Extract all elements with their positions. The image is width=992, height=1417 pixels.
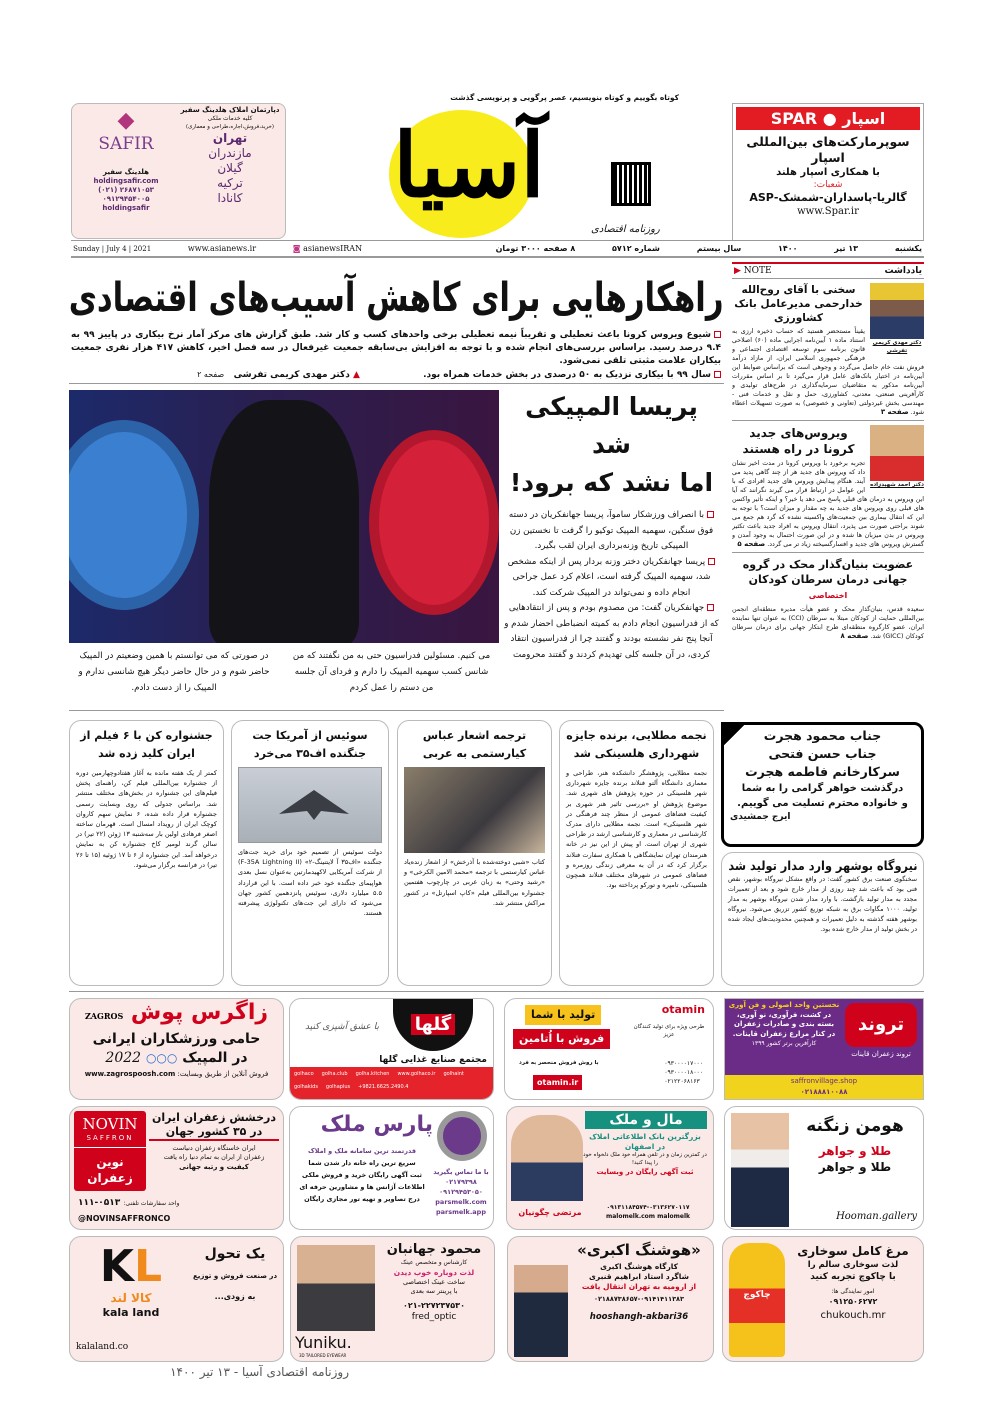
note-body-text: سعیده قدس، بنیان‌گذار محک و عضو هیأت مدیره منطقه‌ای انجمن بین‌المللی حمایت از کودکان مبتلا به سرطان (CCI) به عنوان تنها نماینده ایران، عضو کارگروه منطقه‌ای طرح ابتکار جهانی برای درمان سرطان کودکان (GICC) شد.: [733, 606, 925, 640]
zagros-brand: زاگرس پوش ZAGROS: [85, 1000, 270, 1025]
notes-header: [733, 262, 925, 279]
jet-shape: [280, 790, 350, 820]
note-body-text: یقیناً مستحضر هستید که حساب ذخیره ارزی به استناد ماده ۱ آیین‌نامه اجرایی ماده (۶۰) اصلاحی قانون برنامه سوم توسعه اقتصادی اجتماعی و فرهنگی جمهوری اسلامی ایران، از مازاد درآمد فروش نفت خام حاصل می‌گردد و وجوهی است که براساس ضوابط این آیین‌نامه در اختیار بانک‌های عامل قرار می‌گیرد تا بر اساس مقررات آیین‌نامه مذکور به متقاضیان سرمایه‌گذاری در طرح‌های تولیدی و کارآفرینی صنعتی، معدنی، کشاورزی، حمل و نقل و خدمات فنی - مهندسی بخش غیردولتی (تعاونی و خصوصی) به صورت تسهیلات اعطاء شود.: [733, 328, 925, 416]
condolence-line: جناب حسن فتحی: [769, 746, 878, 761]
malomelk-web[interactable]: malomelk.com: [606, 1213, 657, 1220]
article-body: نجمه مطلایی، پژوهشگر دانشکده هنر، طراحی و معماری دانشگاه آلتو فنلاند برنده جایزه شهرداری شهر هلسینکی در حوزه پژوهش های شهری شد. موضوع پژوهش او «بررسی تاثیر هنر شهری بر کیفیت فضاهای عمومی از منظر چند فرهنگی در شهر هلسینکی» است. نجمه مطلایی دارای مدرک کارشناسی در معماری و کارشناسی ارشد در طراحی شهری از تهران است. او پیش از این نیز در خانه هنرمندان تهران نمایشگاهی با همکاری سفارت فنلاند برگزار کرد که در آن به معرفی زندگی روزمره و فضاهای عمومی در شهرهای مختلف فنلاند همچون هلسینکی، تامپره و تورکو پرداخته بود.: [567, 769, 708, 890]
optic-text: محمود جهانبان کارشناس و متخصص عینک لذت دوباره خوب دیدن ساخت عینک اختصاصی با پرینتر سه بعدی ۰۲۱-۲۲۷۲۳۷۵۳۰ fred_optic: [379, 1241, 491, 1323]
article-card[interactable]: [70, 720, 225, 986]
athlete: [210, 400, 360, 643]
olympic-story: [505, 388, 720, 663]
golha-link[interactable]: golhaco: [295, 1071, 315, 1077]
optic-insta[interactable]: fred_optic: [412, 1312, 458, 1322]
article-card[interactable]: [722, 852, 925, 986]
plate-left: [70, 420, 200, 610]
malomelk-contact: ۰۹۱۳۱۱۸۴۵۷۴-۰۳۱۳۶۲۷۰۱۱۷ malomelk.com malomelk: [606, 1204, 691, 1220]
notes-column: [733, 262, 925, 644]
lead-headline-text: راهکارهایی برای کاهش آسیب‌های اقتصادی: [70, 275, 725, 321]
yuniku-sub: 3D TAILORED EYEWEAR: [300, 1353, 348, 1358]
kiarostami-photo: [405, 767, 546, 853]
malomelk-name: مرتضی چگونیان: [519, 1208, 583, 1217]
lead-author: دکتر مهدی کریمی تفرشی: [234, 370, 351, 380]
safir-services: کلیه خدمات ملکی: [208, 115, 254, 122]
safir-services2: (خرید،فروش،اجاره،طراحی و معماری): [186, 124, 276, 130]
note-author: دکتر احمد شهیدزاده: [871, 482, 925, 488]
golha-link[interactable]: golhakids: [295, 1084, 319, 1090]
safir-city: ترکیه: [218, 176, 244, 190]
golha-ad[interactable]: [290, 998, 495, 1100]
article-title: جشنواره کن با ۶ فیلم از ایران کلید زده شد: [81, 729, 214, 760]
chukouch-insta[interactable]: chukouch.mr: [821, 1310, 887, 1321]
website-link[interactable]: www.asianews.ir: [188, 244, 258, 253]
chukouch-mascot: چاکوچ: [730, 1243, 786, 1357]
malomelk-text: بزرگترین بانک اطلاعاتی املاک در اصفهان در کمترین زمان و در تلفن همراه خود ملک دلخواه خود را پیدا کنید! ثبت آگهی رایگان در وبسایت: [584, 1132, 708, 1176]
spar-line1: سوپرمارکت‌های بین‌المللی اسپار: [747, 134, 911, 165]
note-title[interactable]: [733, 557, 925, 603]
note-author-box: [871, 425, 925, 489]
kala-text: یک تحول در صنعت فروش و توزیع به زودی...: [193, 1246, 279, 1301]
novin-saffron-ad[interactable]: [70, 1106, 285, 1230]
lead-summary: [72, 329, 722, 382]
lead-p2: [72, 368, 722, 382]
safir-text: [180, 106, 282, 206]
masthead: [330, 92, 690, 242]
otamin-line2: فروش با اُتامین: [514, 1029, 611, 1049]
instagram-text: asianewsIRAN: [304, 244, 364, 253]
novin-text: درخشش زعفران ایران در ۳۵ کشور جهان ایران خاستگاه زعفران دنیاست زعفران از ایران به تمام دنیا راه یافت کیفیت و رتبه جهانی: [150, 1111, 280, 1172]
hooman-text: هومن زنگنه طلا و جواهر طلا و جواهر: [807, 1116, 905, 1174]
otamin-web[interactable]: otamin.ir: [534, 1075, 583, 1090]
torvand-phone: ۰۲۱۸۸۸۱۰۰۸۸: [801, 1088, 849, 1096]
safir-logo: SAFIR: [99, 134, 155, 154]
pars-text: قدرتمند ترین سامانه ملک و املاک سریع ترین راه خانه دار شدن شما ثبت آگهی رایگان خرید و فروش ملکی اطلاعات آژانس ها و مشاورین حرفه ای درج تصاویر و تهیه تور مجازی رایگان: [300, 1147, 426, 1203]
chegounian-photo: [512, 1115, 584, 1201]
safir-city: تهران: [213, 131, 249, 145]
note-item: [733, 421, 925, 553]
dateline-issue: شماره ۵۷۱۲: [613, 244, 661, 253]
kala-land-ad[interactable]: [70, 1236, 285, 1362]
kala-insta[interactable]: kalaland.co: [77, 1342, 130, 1352]
akbari-ad[interactable]: [508, 1236, 715, 1362]
otamin-phone: ۰۲۱۲۲۰۶۸۱۶۳: [665, 1078, 701, 1085]
otamin-line1: تولید با شما: [526, 1005, 602, 1025]
safir-city: گیلان: [218, 161, 244, 175]
dateline-year: ۱۴۰۰: [778, 244, 799, 253]
otamin-phone: ۰۹۳۰۰۰۰۱۷۰۰۰: [665, 1060, 704, 1067]
golha-link[interactable]: www.golhaco.ir: [398, 1071, 437, 1077]
chukouch-text: مرغ کامل سوخاری لذت سوخاری سالم را با چاکوچ تجربه کنید امور نمایندگی ها: ۰۹۱۲۵۰۶۲۷۲ chukouch.mr: [788, 1243, 920, 1322]
mourning-ribbon: [722, 722, 748, 748]
qr-code-icon[interactable]: [612, 162, 652, 206]
lead-headline: [70, 270, 725, 326]
torvand-web[interactable]: saffronvillage.shop: [791, 1077, 859, 1085]
dateline-price: ۸ صفحه ۳۰۰۰ تومان: [496, 244, 577, 253]
novin-insta[interactable]: @NOVINSAFFRONCO: [79, 1214, 172, 1223]
masthead-tagline: کوتاه بگوییم و کوتاه بنویسیم، عصر پرگویی و پرنویسی گذشت: [451, 93, 680, 102]
olympic-continued: در صورتی که می توانستم با همین وضعیتم در المپیک حاضر شوم و در حال حاضر دیگر هیچ شانسی ندارم و المپیک را از دست دادم.: [79, 651, 271, 693]
safir-web: holdingsafir.com: [94, 177, 160, 185]
spar-branches-label: شعبات:: [814, 180, 844, 190]
hooman-insta[interactable]: Hooman.gallery: [837, 1211, 918, 1222]
note-item: [733, 553, 925, 644]
pars-melk-ad[interactable]: [290, 1106, 495, 1230]
instagram-handle[interactable]: [294, 244, 363, 253]
note-page-ref[interactable]: صفحه ۳: [881, 408, 910, 416]
article-title-text: نیروگاه بوشهر وارد مدار تولید شد: [728, 858, 918, 873]
olympic-b1: با انصراف ورزشکار ساموآ، پریسا جهانفکریان در دسته فوق سنگین، سهمیه المپیک توکیو را گرفت تا نخستین زن المپیکی تاریخ وزنه‌برداری ایران لقب بگیرد.: [509, 510, 715, 551]
note-body-text: تجربه برخورد با ویروس کرونا در مدت اخیر نشان داد که ویروس های جدید هر از چند گاهی پدید می آیند. هنگام پیدایش ویروس های جدید افرادی که با این عوامل در ارتباط قرار می گیرند نگرانند که آیا این ویروس به درمان های قبلی پاسخ می دهد یا خیر؟ و اینکه تأثیر واکسن های قبلی روی ویروس های جدید به چه مقدار و میزان است؟ با توجه به این که انتقال بیماری بین جمعیت‌های واکسینه نشده که گرد هم جمع می شوند براحتی صورت می پذیرد، انتقال ویروس به افراد جدید باعث تکثیر ویروس در بدن میزبان ها شده و در این صورت احتمال به وجود آمدن و گسترش ویروس های جدید و افسارگسیخته زیاد تر می گردد.: [733, 460, 925, 548]
article-title: سوئیس از آمریکا جت جنگنده اف۳۵ می‌خرد: [253, 729, 369, 760]
hooman-photo: [732, 1113, 790, 1227]
note-page-ref[interactable]: صفحه ۵: [738, 540, 767, 548]
dateline-volume: سال بیستم: [697, 244, 743, 253]
golha-link[interactable]: golhaplus: [326, 1084, 352, 1090]
zagros-web[interactable]: فروش آنلاین از طریق وبسایت: www.zagrospoosh.com: [85, 1070, 270, 1078]
golha-logo: گلها: [394, 999, 474, 1051]
safir-brand: [77, 108, 177, 213]
akbari-photo: [515, 1265, 569, 1357]
safir-title: دپارتمان املاک هلدینگ سفیر: [181, 106, 281, 114]
yuniku-logo: Yuniku.: [296, 1333, 353, 1352]
instagram-icon: ◙: [293, 244, 302, 253]
zagros-logo: ZAGROS: [85, 1011, 125, 1021]
footer-caption: روزنامه اقتصادی آسیا - ۱۳ تیر ۱۴۰۰: [171, 1365, 350, 1379]
golha-link[interactable]: +9821.6625.2490.4: [359, 1084, 410, 1090]
lead-page-ref[interactable]: صفحه ۲: [198, 370, 226, 379]
novin-phone: واحد سفارشات تلفنی: ۰۵۱۳-۱۱۱: [79, 1198, 181, 1208]
otamin-phone: ۰۹۳۰۰۰۰۱۸۰۰۰: [665, 1069, 704, 1076]
spar-url[interactable]: www.Spar.ir: [798, 206, 860, 217]
jahanban-photo: [298, 1245, 376, 1331]
zagros-line: 2022 ○○○ در المپیک: [106, 1050, 249, 1066]
compass-icon: [438, 1111, 488, 1161]
condolence-signature: ایرج جمشیدی: [731, 812, 792, 822]
golha-link[interactable]: golhaint: [444, 1071, 465, 1077]
torvand-name: تروند زعفران قاینات: [852, 1050, 912, 1058]
safir-ad[interactable]: [72, 103, 287, 239]
plate-right: [370, 430, 500, 615]
article-body: کمتر از یک هفته مانده به آغاز هفتادوچهارمین دوره از جشنواره بین‌المللی فیلم کن، راهنمای پخش فیلم‌های این جشنواره در بخش‌های مختلف منتشر شد. براساس جدولی که روی وبسایت رسمی جشنواره قرار داده شده، ۶ نمایش سهم کاروان کوچک ایران از رویداد امسال است. قهرمان ساخته اصغر فرهادی اولین بار سه‌شنبه ۱۳ ژوئن (۲۲ تیر) در سالن گرند لومیر کاخ جشنواره کن به نمایش درخواهد آمد. این جشنواره از ۶ تا ۱۷ ژوئیه (۱۵ تا ۲۶ تیر) در فرانسه برگزار می‌شود.: [77, 769, 219, 869]
article-title: ترجمه اشعار عباس کیارستمی به عربی: [423, 729, 528, 760]
golha-company: مجتمع صنایع غذایی گلها: [380, 1055, 488, 1065]
masthead-subtitle: روزنامه اقتصادی: [592, 224, 661, 235]
weightlifter-photo: [70, 390, 500, 643]
author-triangle-icon: ▲: [354, 370, 361, 380]
golha-links: [291, 1067, 494, 1099]
note-author-box: [871, 283, 925, 355]
olympic-b3: جهانفکریان گفت: من مصدوم بودم و پس از انتقادهایی که از فدراسیون انجام دادم به کمیته انضباطی احضار شدم و آنجا پنج نفر نشسته بودند و گفتند چرا از فدراسیون انتقاد کردی، در آن جلسه کلی تهدیدم کردند و گفتند محرومت: [505, 603, 720, 660]
condolence-notice: [722, 722, 925, 847]
torvand-ad[interactable]: [725, 998, 925, 1100]
lead-p1: [72, 329, 722, 368]
article-card[interactable]: [560, 720, 715, 986]
torvand-footer: [726, 1075, 924, 1099]
pars-insta[interactable]: parsmelk.app: [436, 1208, 487, 1216]
zagros-ad[interactable]: [70, 998, 285, 1100]
safir-insta: holdingsafir: [103, 204, 151, 212]
article-title: نجمه مطلایی، برنده جایزه شهرداری هلسینکی شد: [567, 729, 708, 760]
chukouch-ad[interactable]: [723, 1236, 925, 1362]
malomelk-ad[interactable]: [507, 1106, 715, 1230]
torvand-logo: تروند: [846, 1003, 918, 1047]
hooman-ad[interactable]: [725, 1106, 925, 1230]
golha-link[interactable]: golha.kitchen: [356, 1071, 391, 1077]
pars-web[interactable]: parsmelk.com: [436, 1198, 488, 1206]
note-title-text: عضویت بنیان‌گذار محک در گروه جهانی درمان سرطان کودکان: [743, 558, 915, 586]
note-page-ref[interactable]: صفحه ۸: [841, 632, 870, 640]
torvand-text: نخستین واحد اصولی و فن آوری در کشت، فرآوری، نو آوری، بسته بندی و صادرات زعفران در کنار مزارع زعفران قاینات. کارآفرین برتر کشور ۱۳۹۹: [729, 1001, 841, 1047]
article-title: [729, 857, 918, 875]
article-card[interactable]: [398, 720, 553, 986]
kala-logo: KL کالا لند kala land: [100, 1241, 164, 1319]
f35-jet-photo: [239, 767, 383, 843]
author-photo: [871, 425, 925, 481]
article-body: دولت سوئیس از تصمیم خود برای خرید جت‌های جنگنده «اف۳۵ آ لایتنینگ-۲» (F-35A Lightning II) از شرکت آمریکایی لاکهیدمارتین به‌عنوان نسل بعدی هواپیمای جنگنده خود خبر داده است. با این قرارداد ۵.۵ میلیارد دلاری، سوئیس پانزدهمین کشور جهان می‌شود که دارای این جت‌های تکنولوژی پیشرفته هستند.: [239, 848, 383, 918]
dateline-en: Sunday | July 4 | 2021: [74, 244, 153, 253]
spar-ad[interactable]: [733, 103, 925, 241]
golha-link[interactable]: golha.club: [322, 1071, 349, 1077]
masthead-logo: آسیا: [394, 113, 546, 217]
otamin-logo: otamin: [662, 1003, 706, 1016]
dateline-day: یکشنبه: [895, 244, 923, 253]
dateline: [72, 240, 925, 258]
notes-label-fa: یادداشت: [885, 266, 923, 276]
golha-slogan: با عشق آشپزی کنید: [306, 1022, 380, 1032]
article-body: سخنگوی صنعت برق کشور گفت: در واقع مشکل نیروگاه بوشهر، نقص فنی بود که باعث شد چند روزی از مدار خارج شود و بعد از تعمیرات مجدد به مدار تولید بازگشت. با وارد مدار شدن نیروگاه بوشهر به مدار تولید، ۱۰۰۰ مگاوات برق به شبکه توزیع کشور تزریق می‌شود. نیروگاه بوشهر هفته گذشته به دلیل تعمیرات و همچنین محدودیت‌های ایجاد شده در بخش تولید از مدار خارج شده بود.: [729, 876, 918, 933]
note-author: دکتر مهدی کریمی تفرشی: [873, 340, 923, 354]
condolence-line: جناب محمود هجرت: [764, 728, 883, 743]
lead-p1-text: شیوع ویروس کرونا باعث تعطیلی و تقریباً نیمه تعطیلی برخی واحدهای کسب و کار شد. طبق گزارش های مرکز آمار نرخ بیکاری در پاییز ۹۹ به ۹.۴ درصد رسید. براساس بررسی‌های انجام شده و با توجه به افزایش بی‌سابقه جمعیت غیرفعال در سه فصل اخیر، کاهش ۴۱۷ هزار نفری جمعیت بیکاران علامت مثبتی تلقی نمی‌شود.: [72, 330, 722, 366]
otamin-phones: [665, 1059, 704, 1086]
dateline-date: ۱۳ تیر: [835, 244, 860, 253]
exclusive-badge: اختصاصی: [809, 591, 849, 600]
condolence-line: درگذشت خواهر گرامی را به شما: [742, 783, 905, 794]
otamin-ad[interactable]: [505, 998, 715, 1100]
article-card[interactable]: [232, 720, 390, 986]
otamin-line3: با روش فروش منحصر به فرد: [520, 1060, 600, 1066]
olympic-headline: پریسا المپیکی شد: [526, 392, 699, 459]
safir-phone1: (۰۲۱) ۲۶۸۷۱۰۵۳: [99, 186, 155, 194]
spar-branches: گالریا-پاسداران-شمشک-ASP: [750, 191, 908, 204]
lead-p2-text: سال ۹۹ با بیکاری نزدیک به ۵۰ درصدی در بخش خدمات همراه بود.: [424, 370, 712, 380]
spar-line2: با همکاری اسپار هلند: [777, 167, 881, 178]
malomelk-insta[interactable]: malomelk: [658, 1213, 691, 1220]
otamin-desc: طرحی ویژه برای تولید کنندگان عزیز: [634, 1024, 706, 1038]
safir-city: کانادا: [218, 191, 244, 205]
pars-brand: پارس ملک: [321, 1112, 434, 1137]
condolence-line: و خانواده محترم تسلیت می گوییم.: [738, 798, 909, 809]
olympic-headline2: اما نشد که برود!: [510, 468, 715, 497]
condolence-line: سرکارخانم فاطمه هجرت: [746, 764, 901, 779]
note-title[interactable]: ویروس‌های جدید کرونا در راه هستند: [743, 426, 856, 456]
novin-logo: NOVIN SAFFRON نوین زعفران: [75, 1111, 147, 1191]
author-photo: [871, 283, 925, 339]
safir-name: هلدینگ سفیر: [104, 168, 150, 176]
note-body: [733, 605, 925, 641]
spar-logo: اسپار ● SPAR: [737, 107, 921, 130]
akbari-text: «هوشنگ اکبری» کارگاه هوشنگ اکبری شاگرد استاد ابراهیم قنبری از ارومیه به تهران انتقال یافت ۰۲۱۸۸۷۳۸۶۵۷-۰۹۱۴۱۴۱۱۳۸۳ hooshangh-akbari36: [570, 1241, 710, 1323]
zagros-line: حامی ورزشکاران ایرانی: [93, 1031, 262, 1047]
safir-phone2: ۰۹۱۲۹۴۵۴۰۰۵: [103, 195, 151, 203]
note-item: [733, 279, 925, 421]
pars-contact: با ما تماس بگیرید ۰۲۱۷۹۳۹۸ ۰۹۱۲۹۴۵۳۰۵۰ parsmelk.com parsmelk.app: [434, 1168, 490, 1216]
notes-label-en: NOTE ▶: [735, 266, 773, 276]
diamond-icon: ◆: [118, 108, 136, 133]
malomelk-logo: مال و ملک: [586, 1111, 708, 1129]
safir-city: مازندران: [209, 146, 253, 160]
optic-ad[interactable]: [291, 1236, 496, 1362]
article-body: کتاب «شبی دوخته‌شده با آذرخش» از اشعار زنده‌یاد عباس کیارستمی با ترجمه «محمد الامین الکرخی» و «رشید وحتی» به زبان عربی در چارچوب هفتمین جشنواره بین‌المللی فیلم «کاپ اسپارتل» در کشور مراکش منتشر شد.: [405, 858, 546, 907]
olympic-rings-icon: ○○○: [146, 1051, 179, 1065]
akbari-insta[interactable]: hooshangh-akbari36: [590, 1312, 690, 1322]
olympic-continued: می کنیم. مسئولین فدراسیون حتی به من نگفتند که من شانس کسب سهمیه المپیک را دارم و فردای آن جلسه من دستم را عمل کردم: [293, 651, 492, 693]
note-title[interactable]: سخنی با آقای روح‌الله خدارحمی مدیرعامل بانک کشاورزی: [735, 284, 864, 324]
olympic-b2: پریسا جهانفکریان دختر وزنه بردار پس از اینکه مشخص شد، سهمیه المپیک گرفته است، اعلام کرد عمل جراحی انجام داده و نمی‌تواند در المپیک شرکت کند.: [505, 555, 720, 602]
